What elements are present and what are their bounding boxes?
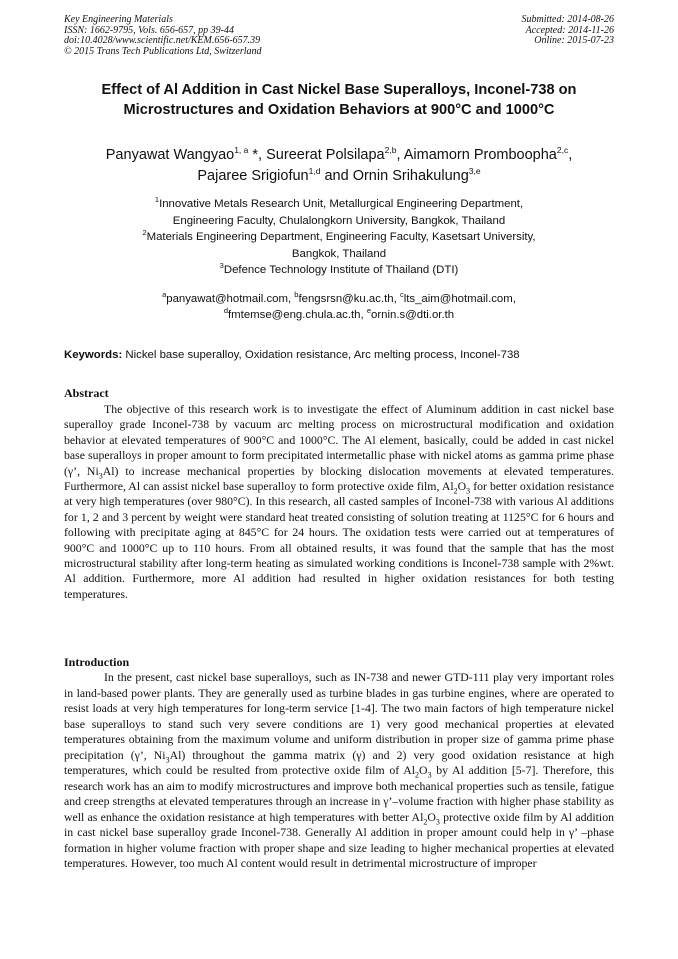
author-affil-mark: 3,e <box>468 166 481 177</box>
author-separator: , <box>568 147 573 163</box>
author-separator: , <box>396 147 404 163</box>
abstract-text: The objective of this research work is to investigate the effect of Aluminum addition in cast nickel base superalloy grade Inconel-738 by vacuum arc melting process on microstructural modification and oxidation behavior at elevated temperatures of 900°C and 1000°C. The Al element, basically, could be added in cast nickel base superalloys in proper amount to form precipitated intermetallic phase with nickel atoms as gamma prime phase (γ’, Ni <box>64 402 614 478</box>
keywords-text: Nickel base superalloy, Oxidation resistance, Arc melting process, Inconel-738 <box>122 349 520 361</box>
author-name: Ornin Srihakulung <box>352 168 469 184</box>
affiliation-number: 2 <box>142 228 147 238</box>
email-mark: e <box>366 305 372 315</box>
email-mark: a <box>162 290 167 300</box>
subscript: 3 <box>466 486 471 496</box>
intro-text: by Al addition [5-7]. Therefore, this research work has an aim to modify microstructures and improve both mechanical properties such as tensile, fatigue and creep strengths at elevated temperatures through an increase in γ’–volume fraction with higher phase stability as well as enhance the oxidation resistance at high temperatures with better Al <box>64 763 614 824</box>
abstract-text: for better oxidation resistance at very high temperatures (over 980°C). In this research, all casted samples of Inconel-738 with various Al additions for 1, 2 and 3 percent by weight were standard heat treated consisting of solution treating at 1125°C for 6 hours and following with precipitate aging at 845°C for 24 hours. The oxidation tests were carried out at temperatures of 900°C and 1000°C up to 110 hours. From all obtained results, it was found that the sample that has the most microstructural stability after long-term heating as simulated working conditions is Inconel-738 sample with 2%wt. Al addition. Furthermore, more Al addition had resulted in higher oxidation resistances for both testing temperatures. <box>64 479 614 601</box>
affiliation-text: Innovative Metals Research Unit, Metallurgical Engineering Department, <box>159 198 524 210</box>
intro-text: O <box>427 809 436 824</box>
email-link[interactable]: fmtemse@eng.chula.ac.th, <box>228 308 367 321</box>
abstract-text: Al) to increase mechanical properties by blocking dislocation movements at elevated temperatures. Furthermore, Al can assist nickel base superalloy to form protective oxide film, Al <box>64 463 615 494</box>
email-mark: b <box>294 290 299 300</box>
email-link[interactable]: ornin.s@dti.or.th <box>371 308 455 321</box>
keywords-line <box>64 348 614 363</box>
affiliation-2-cont: Bangkok, Thailand <box>291 247 387 260</box>
author-name: Aimamorn Promboopha <box>403 147 557 163</box>
author-affil-mark: 2,b <box>384 145 397 156</box>
author-affil-mark: 1, a <box>234 145 249 156</box>
subscript: 3 <box>98 470 103 480</box>
affiliations <box>64 196 614 279</box>
subscript: 2 <box>423 816 428 826</box>
journal-copyright: © 2015 Trans Tech Publications Ltd, Switzerland <box>64 45 262 57</box>
abstract-body <box>64 402 614 602</box>
subscript: 3 <box>435 816 440 826</box>
intro-text: In the present, cast nickel base superalloys, such as IN-738 and newer GTD-111 play very important roles in land-based power plants. They are generally used as turbine blades in gas turbine engines, where are operated to resist loads at very high temperatures for long-term service [1-4]. The two main factors of high temperature nickel base superalloys to stand such very severe conditions are 1) very good mechanical properties at elevated temperatures obtaining from the maximum volume and uniform distribution in proper size of gamma prime phase precipitation (γ’, Ni <box>64 670 614 762</box>
affiliation-1-cont: Engineering Faculty, Chulalongkorn University, Bangkok, Thailand <box>172 214 506 227</box>
affiliation-number: 1 <box>154 195 160 205</box>
affiliation-2 <box>64 229 614 246</box>
author-emails <box>64 292 614 323</box>
affiliation-3 <box>64 262 614 279</box>
journal-info <box>64 15 262 57</box>
subscript: 2 <box>453 486 458 496</box>
submission-dates <box>522 15 615 47</box>
online-date: Online: 2015-07-23 <box>534 35 614 47</box>
author-name: Panyawat Wangyao <box>105 147 235 163</box>
introduction-body <box>64 670 614 872</box>
submitted-date: Submitted: 2014-08-26 <box>521 14 614 25</box>
intro-text: protective oxide film by Al addition in cast nickel base superalloy grade Inconel-738. Generally Al addition in proper amount could help in γ’ –phase formation in higher volume fraction with proper shape and size leading to higher mechanical properties at elevated temperatures. However, too much Al content would result in detrimental microstructure of improper <box>64 809 614 870</box>
email-link[interactable]: panyawat@hotmail.com, <box>166 293 295 305</box>
affiliation-text: Materials Engineering Department, Engineering Faculty, Kasetsart University, <box>146 231 536 244</box>
corresponding-mark: *, <box>248 147 267 163</box>
abstract-text: O <box>457 479 467 494</box>
keywords-label: Keywords: <box>64 349 123 361</box>
accepted-date: Accepted: 2014-11-26 <box>525 24 614 36</box>
author-name: Pajaree Srigiofun <box>197 168 309 184</box>
journal-name: Key Engineering Materials <box>64 14 173 25</box>
subscript: 3 <box>427 770 432 780</box>
author-conjunction: and <box>320 168 353 184</box>
paper-title <box>64 80 614 120</box>
intro-text: Al) throughout the gamma matrix (γ) and 2) very good oxidation resistance at high temperatures, which could be resulted from protective oxide film of Al <box>64 747 614 777</box>
email-link[interactable]: lts_aim@hotmail.com, <box>403 293 516 305</box>
abstract-heading: Abstract <box>64 386 109 400</box>
title-line-2: Microstructures and Oxidation Behaviors at 900°C and 1000°C <box>123 102 555 118</box>
subscript: 2 <box>415 770 420 780</box>
journal-doi: doi:10.4028/www.scientific.net/KEM.656-657.39 <box>64 35 261 47</box>
email-mark: c <box>399 290 404 300</box>
title-line-1: Effect of Al Addition in Cast Nickel Base Superalloys, Inconel-738 on <box>101 82 577 98</box>
author-affil-mark: 2,c <box>556 145 569 156</box>
journal-issn: ISSN: 1662-9795, Vols. 656-657, pp 39-44 <box>64 24 234 36</box>
email-mark: d <box>223 305 229 315</box>
author-name: Sureerat Polsilapa <box>266 147 385 163</box>
email-link[interactable]: fengsrsn@ku.ac.th, <box>298 293 400 305</box>
intro-text: O <box>419 763 428 777</box>
affiliation-1 <box>64 196 614 213</box>
affiliation-number: 3 <box>219 261 224 271</box>
affiliation-text: Defence Technology Institute of Thailand (DTI) <box>223 264 459 277</box>
subscript: 3 <box>165 754 170 764</box>
introduction-heading: Introduction <box>64 655 130 669</box>
author-list <box>64 145 614 187</box>
author-affil-mark: 1,d <box>308 166 321 177</box>
